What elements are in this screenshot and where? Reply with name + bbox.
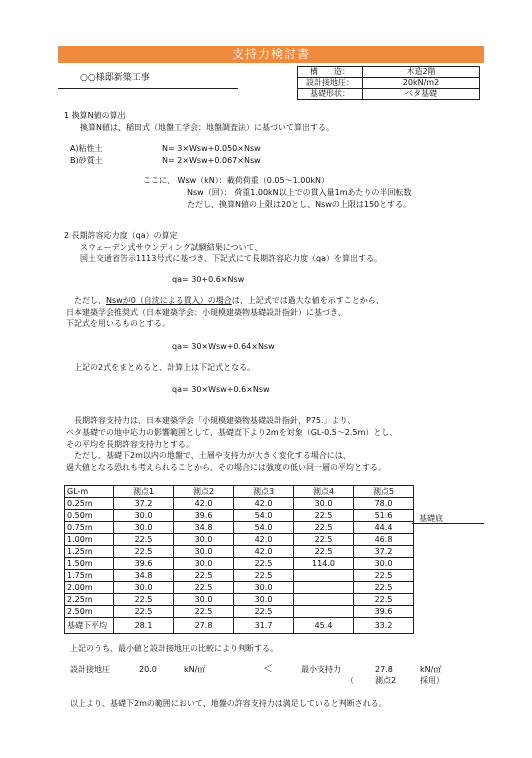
p3-post: は、上記式では過大な値を示すことから、 [231,296,384,305]
value-cell: 30.0 [294,498,354,510]
depth-cell: 1.25m [65,546,114,558]
paren-open: （ [346,676,354,685]
value-cell: 30.0 [234,594,294,606]
where-line-2: Nsw（回）： 荷重1.00kN以上での貫入量1mあたりの半回転数 [187,188,412,197]
design-pressure-unit: kN/㎡ [184,665,206,674]
section1-heading: 1 換算N値の算出 [64,111,126,120]
project-name: ○○様邸新築工事 [80,73,150,83]
spec-value: 20kN/m2 [363,78,480,89]
section2-p1: スウェーデン式サウンディング試験結果について、 [80,243,263,252]
value-cell: 22.5 [294,534,354,546]
project-underline [58,88,238,89]
formula-b-label: B)砂質土 [70,156,103,165]
depth-cell: 1.50m [65,558,114,570]
depth-cell: 1.75m [65,570,114,582]
value-cell: 30.0 [174,546,234,558]
section2-p10: ただし、基礎下2m以内の地盤で、土層や支持力が大きく変化する場合には、 [74,451,351,460]
average-cell: 33.2 [354,618,414,634]
value-cell: 54.0 [234,522,294,534]
spec-key: 設計接地圧： [298,78,363,89]
min-capacity-value: 27.8 [375,665,393,674]
table-row [65,582,414,594]
where-line-1: ここに、 Wsw（kN）：載荷荷重（0.05～1.00kN） [143,176,330,185]
value-cell: 22.5 [174,582,234,594]
depth-cell: 2.50m [65,606,114,618]
value-cell: 22.5 [174,570,234,582]
equation-2: qa= 30×Wsw+0.64×Nsw [172,342,275,351]
value-cell: 30.0 [114,582,174,594]
value-cell: 42.0 [234,546,294,558]
value-cell [294,570,354,582]
value-cell: 34.8 [174,522,234,534]
header-cell: 測点1 [114,486,174,498]
min-capacity-unit: kN/㎡ [420,665,442,674]
spec-row-foundation [298,89,480,100]
section2-p9: その平均を長期許容支持力とする。 [66,440,194,449]
section2-p8: ベタ基礎での地中応力の影響範囲として、基礎直下より2mを対象（GL-0.5～2.5m）とし、 [66,428,398,437]
table-row [65,522,414,534]
value-cell: 22.5 [114,546,174,558]
document-title: 支持力検討書 [58,46,484,63]
average-label: 基礎下平均 [65,618,114,634]
table-row [65,606,414,618]
foundation-bottom-label: 基礎底 [419,514,443,523]
value-cell: 37.2 [354,546,414,558]
comparison-intro: 上記のうち、最小値と設計接地圧の比較により判断する。 [70,644,278,653]
value-cell: 114.0 [294,558,354,570]
value-cell [294,582,354,594]
value-cell: 39.6 [354,606,414,618]
value-cell: 30.0 [354,558,414,570]
formula-a: N= 3×Wsw+0.050×Nsw [162,144,261,153]
header-cell: 測点3 [234,486,294,498]
formula-a-label: A)粘性土 [70,144,103,153]
value-cell: 22.5 [294,522,354,534]
value-cell: 22.5 [234,570,294,582]
table-row [65,570,414,582]
value-cell: 51.6 [354,510,414,522]
value-cell: 37.2 [114,498,174,510]
adopted-point: 測点2 [375,676,397,685]
design-pressure-value: 20.0 [139,665,157,674]
value-cell: 22.5 [234,606,294,618]
value-cell: 22.5 [174,606,234,618]
less-than-sign: ＜ [263,664,273,675]
value-cell: 22.5 [114,606,174,618]
value-cell: 22.5 [294,510,354,522]
spec-row-pressure [298,78,480,89]
table-row [65,594,414,606]
table-row [65,510,414,522]
value-cell: 30.0 [114,510,174,522]
spec-row-structure [298,67,480,78]
bearing-capacity-table [64,485,414,634]
value-cell: 42.0 [234,534,294,546]
depth-cell: 0.25m [65,498,114,510]
depth-cell: 1.00m [65,534,114,546]
section2-p2: 国土交通省告示1113号式に基づき、下記式にて長期許容応力度（qa）を算出する。 [80,254,383,263]
value-cell: 22.5 [114,594,174,606]
depth-cell: 0.75m [65,522,114,534]
value-cell: 30.0 [114,522,174,534]
header-cell: 測点2 [174,486,234,498]
value-cell: 44.4 [354,522,414,534]
value-cell: 54.0 [234,510,294,522]
design-pressure-label: 設計接地圧 [70,665,110,674]
value-cell [294,594,354,606]
value-cell: 30.0 [174,594,234,606]
table-row [65,546,414,558]
table-row [65,534,414,546]
value-cell: 22.5 [294,546,354,558]
conclusion: 以上より、基礎下2mの範囲において、地盤の許容支持力は満足していると判断される。 [70,699,387,708]
table-row [65,498,414,510]
equation-1: qa= 30+0.6×Nsw [172,275,245,284]
value-cell: 30.0 [234,582,294,594]
section2-p4: 日本建築学会推奨式（日本建築学会：小規模建築物基礎設計指針）に基づき、 [66,308,346,317]
p3-pre: ただし、 [74,296,106,305]
min-capacity-label: 最小支持力 [301,665,341,674]
value-cell: 22.5 [234,558,294,570]
where-line-3: ただし、換算N値の上限は20とし、Nswの上限は150とする。 [187,200,412,209]
section2-p11: 過大値となる恐れも考えられることから、その場合には強度の低い同一層の平均とする。 [66,463,386,472]
spec-table [297,66,480,100]
value-cell: 22.5 [354,582,414,594]
spec-value: 木造2階 [363,67,480,78]
average-cell: 28.1 [114,618,174,634]
depth-cell: 2.00m [65,582,114,594]
average-cell: 45.4 [294,618,354,634]
value-cell: 34.8 [114,570,174,582]
section2-p3 [74,297,384,305]
adopted-label: 採用） [420,676,444,685]
value-cell: 42.0 [174,498,234,510]
average-row [65,618,414,634]
table-row [65,558,414,570]
equation-3: qa= 30×Wsw+0.6×Nsw [172,385,270,394]
value-cell: 39.6 [174,510,234,522]
table-header-row [65,486,414,498]
value-cell: 39.6 [114,558,174,570]
value-cell: 42.0 [234,498,294,510]
header-cell: 測点5 [354,486,414,498]
section2-p6: 上記の2式をまとめると、計算上は下記式となる。 [74,363,256,372]
formula-b: N= 2×Wsw+0.067×Nsw [162,156,261,165]
value-cell: 30.0 [174,558,234,570]
section2-heading: 2 長期許容応力度（qa）の算定 [64,231,178,240]
header-cell: 測点4 [294,486,354,498]
spec-key: 基礎形状： [298,89,363,100]
average-cell: 27.8 [174,618,234,634]
depth-cell: 0.50m [65,510,114,522]
foundation-bottom-line [412,523,484,524]
value-cell: 22.5 [114,534,174,546]
header-cell: GL-m [65,486,114,498]
p3-underlined: Nswが0（自沈による貫入）の場合 [106,296,232,305]
value-cell: 22.5 [354,570,414,582]
value-cell: 46.8 [354,534,414,546]
spec-key: 構 造： [298,67,363,78]
value-cell: 78.0 [354,498,414,510]
depth-cell: 2.25m [65,594,114,606]
value-cell: 30.0 [174,534,234,546]
value-cell [294,606,354,618]
section2-p7: 長期許容支持力は、日本建築学会「小規模建築物基礎設計指針，P75.」より、 [74,416,356,425]
spec-value: ベタ基礎 [363,89,480,100]
section1-intro: 換算N値は、稲田式（地盤工学会：地盤調査法）に基づいて算出する。 [80,123,334,132]
section2-p5: 下記式を用いるものとする。 [66,319,170,328]
value-cell: 22.5 [354,594,414,606]
average-cell: 31.7 [234,618,294,634]
